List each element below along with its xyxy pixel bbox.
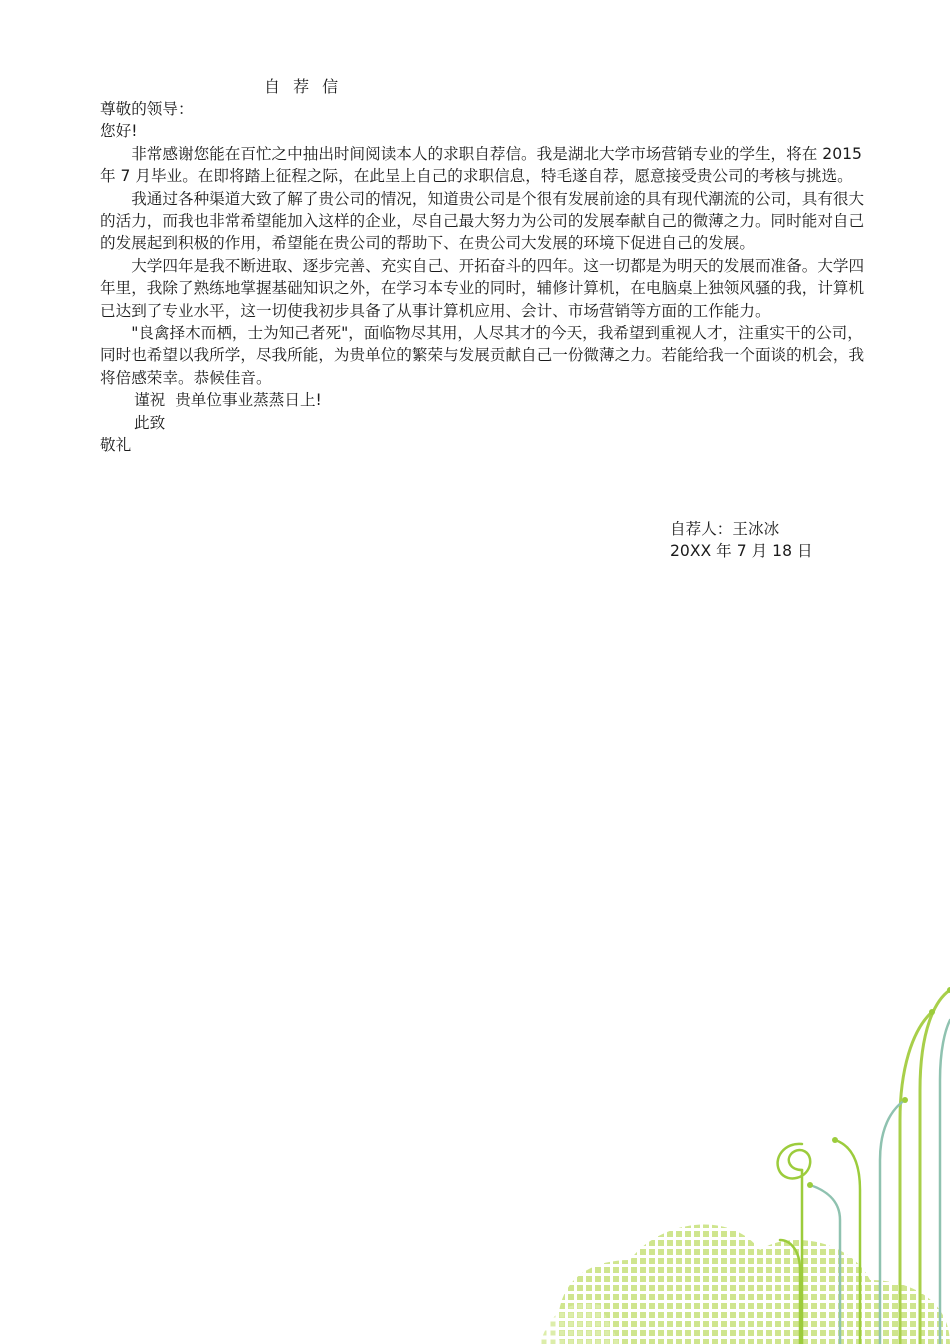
closing-wish-prefix: 谨祝 [134, 391, 166, 410]
letter-title: 自 荐 信 [264, 77, 343, 96]
greeting: 您好! [100, 122, 138, 141]
jingli: 敬礼 [100, 436, 132, 455]
signature-block [670, 518, 813, 563]
closing-wish: 贵单位事业蒸蒸日上! [175, 391, 322, 410]
paragraph-2: 我通过各种渠道大致了解了贵公司的情况，知道贵公司是个很有发展前途的具有现代潮流的公司，具有很大的活力，而我也非常希望能加入这样的企业，尽自己最大努力为公司的发展奉献自己的微薄之力。同时能对自己的发展起到积极的作用，希望能在贵公司的帮助下、在贵公司大发展的环境下促进自己的发展。 [100, 189, 865, 253]
paragraph-1: 非常感谢您能在百忙之中抽出时间阅读本人的求职自荐信。我是湖北大学市场营销专业的学生，将在 2015 年 7 月毕业。在即将踏上征程之际，在此呈上自己的求职信息，特毛遂自荐，愿意接受贵公司的考核与挑选。 [100, 144, 862, 186]
closing-wish-line [100, 389, 870, 411]
salutation: 尊敬的领导： [100, 100, 194, 118]
signer: 自荐人：王冰冰 [670, 520, 780, 538]
date: 20XX 年 7 月 18 日 [670, 542, 813, 561]
paragraph-4: "良禽择木而栖，士为知己者死"，面临物尽其用，人尽其才的今天，我希望到重视人才，注重实干的公司，同时也希望以我所学，尽我所能，为贵单位的繁荣与发展贡献自己一份微薄之力。若能给我一个面谈的机会，我将倍感荣幸。恭候佳音。 [100, 324, 865, 387]
green-vine-decoration-icon [540, 960, 950, 1344]
letter-body [100, 98, 870, 457]
cizhi: 此致 [134, 413, 166, 432]
paragraph-3: 大学四年是我不断进取、逐步完善、充实自己、开拓奋斗的四年。这一切都是为明天的发展而准备。大学四年里，我除了熟练地掌握基础知识之外，在学习本专业的同时，辅修计算机，在电脑桌上独领风骚的我，计算机已达到了专业水平，这一切使我初步具备了从事计算机应用、会计、市场营销等方面的工作能力。 [100, 256, 865, 320]
